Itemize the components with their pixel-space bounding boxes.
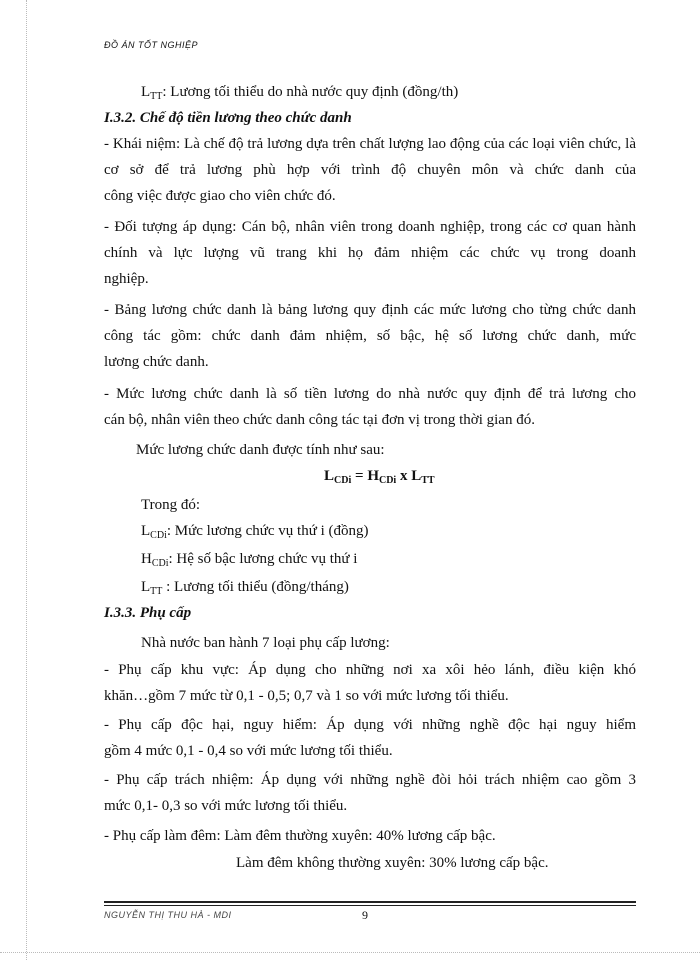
page-bottom-guide: [0, 952, 700, 953]
definition-ltt: $L_{TT}$ : Lương tối thiểu (đồng/tháng): [141, 579, 349, 597]
footer-author: NGUYỄN THỊ THU HÀ - MDI: [104, 910, 232, 920]
definition-hcdi: $H_{CDi}$: Hệ số bậc lương chức vụ thứ i: [141, 551, 358, 569]
ltt-definition: $L_{TT}$: Lương tối thiểu do nhà nước quy định (đồng/th): [141, 84, 459, 102]
allowance-khu-vuc-end: khăn…gồm 7 mức từ 0,1 - 0,5; 0,7 và 1 so với mức lương tối thiểu.: [104, 688, 509, 704]
section-heading-1-3-2: I.3.2. Chế độ tiền lương theo chức danh: [104, 110, 352, 126]
salary-formula: $L_{CDi} = H_{CDi}$ x $L_{TT}$: [324, 468, 435, 486]
page-number: 9: [362, 908, 368, 922]
definition-lcdi: $L_{CDi}$: Mức lương chức vụ thứ i (đồng): [141, 523, 369, 541]
footer-rule-thin: [104, 905, 636, 906]
paragraph-muc-luong-end: cán bộ, nhân viên theo chức danh công tác tại đơn vị trong thời gian đó.: [104, 412, 535, 428]
formula-intro: Mức lương chức danh được tính như sau:: [136, 442, 385, 458]
paragraph-doi-tuong-end: nghiệp.: [104, 271, 149, 287]
paragraph-khai-niem: - Khái niệm: Là chế độ trả lương dựa trên chất lượng lao động của các loại viên chức, là cơ sở để trả lương phù hợp với trình độ chuyên môn và chức danh của: [104, 136, 636, 178]
running-header: ĐỒ ÁN TỐT NGHIỆP: [104, 40, 199, 50]
allowance-trach-nhiem-end: mức 0,1- 0,3 so với mức lương tối thiểu.: [104, 798, 348, 814]
allowance-lam-dem: - Phụ cấp làm đêm: Làm đêm thường xuyên: 40% lương cấp bậc.: [104, 828, 496, 844]
paragraph-bang-luong-end: lương chức danh.: [104, 354, 209, 370]
footer-rule-thick: [104, 901, 636, 903]
allowance-lam-dem-cont: Làm đêm không thường xuyên: 30% lương cấp bậc.: [236, 855, 549, 871]
paragraph-khai-niem-end: công việc được giao cho viên chức đó.: [104, 188, 336, 204]
paragraph-bang-luong: - Bảng lương chức danh là bảng lương quy định các mức lương cho từng chức danh công tác gồm: chức danh đảm nhiệm, số bậc, hệ số lương chức danh, mức: [104, 302, 636, 344]
allowance-khu-vuc: - Phụ cấp khu vực: Áp dụng cho những nơi xa xôi hẻo lánh, điều kiện khó: [104, 662, 636, 678]
phu-cap-intro: Nhà nước ban hành 7 loại phụ cấp lương:: [141, 635, 390, 651]
trong-do-label: Trong đó:: [141, 497, 201, 513]
paragraph-doi-tuong: - Đối tượng áp dụng: Cán bộ, nhân viên trong doanh nghiệp, trong các cơ quan hành chính và lực lượng vũ trang khi họ đảm nhiệm các chức vụ trong doanh: [104, 219, 636, 261]
section-heading-1-3-3: I.3.3. Phụ cấp: [104, 605, 192, 621]
allowance-doc-hai: - Phụ cấp độc hại, nguy hiểm: Áp dụng với những nghề độc hại nguy hiểm: [104, 717, 636, 733]
allowance-trach-nhiem: - Phụ cấp trách nhiệm: Áp dụng với những nghề đòi hỏi trách nhiệm cao gồm 3: [104, 772, 636, 788]
page-margin-guide: [0, 0, 27, 960]
allowance-doc-hai-end: gồm 4 mức 0,1 - 0,4 so với mức lương tối thiểu.: [104, 743, 393, 759]
paragraph-muc-luong: - Mức lương chức danh là số tiền lương do nhà nước quy định để trả lương cho: [104, 386, 636, 402]
